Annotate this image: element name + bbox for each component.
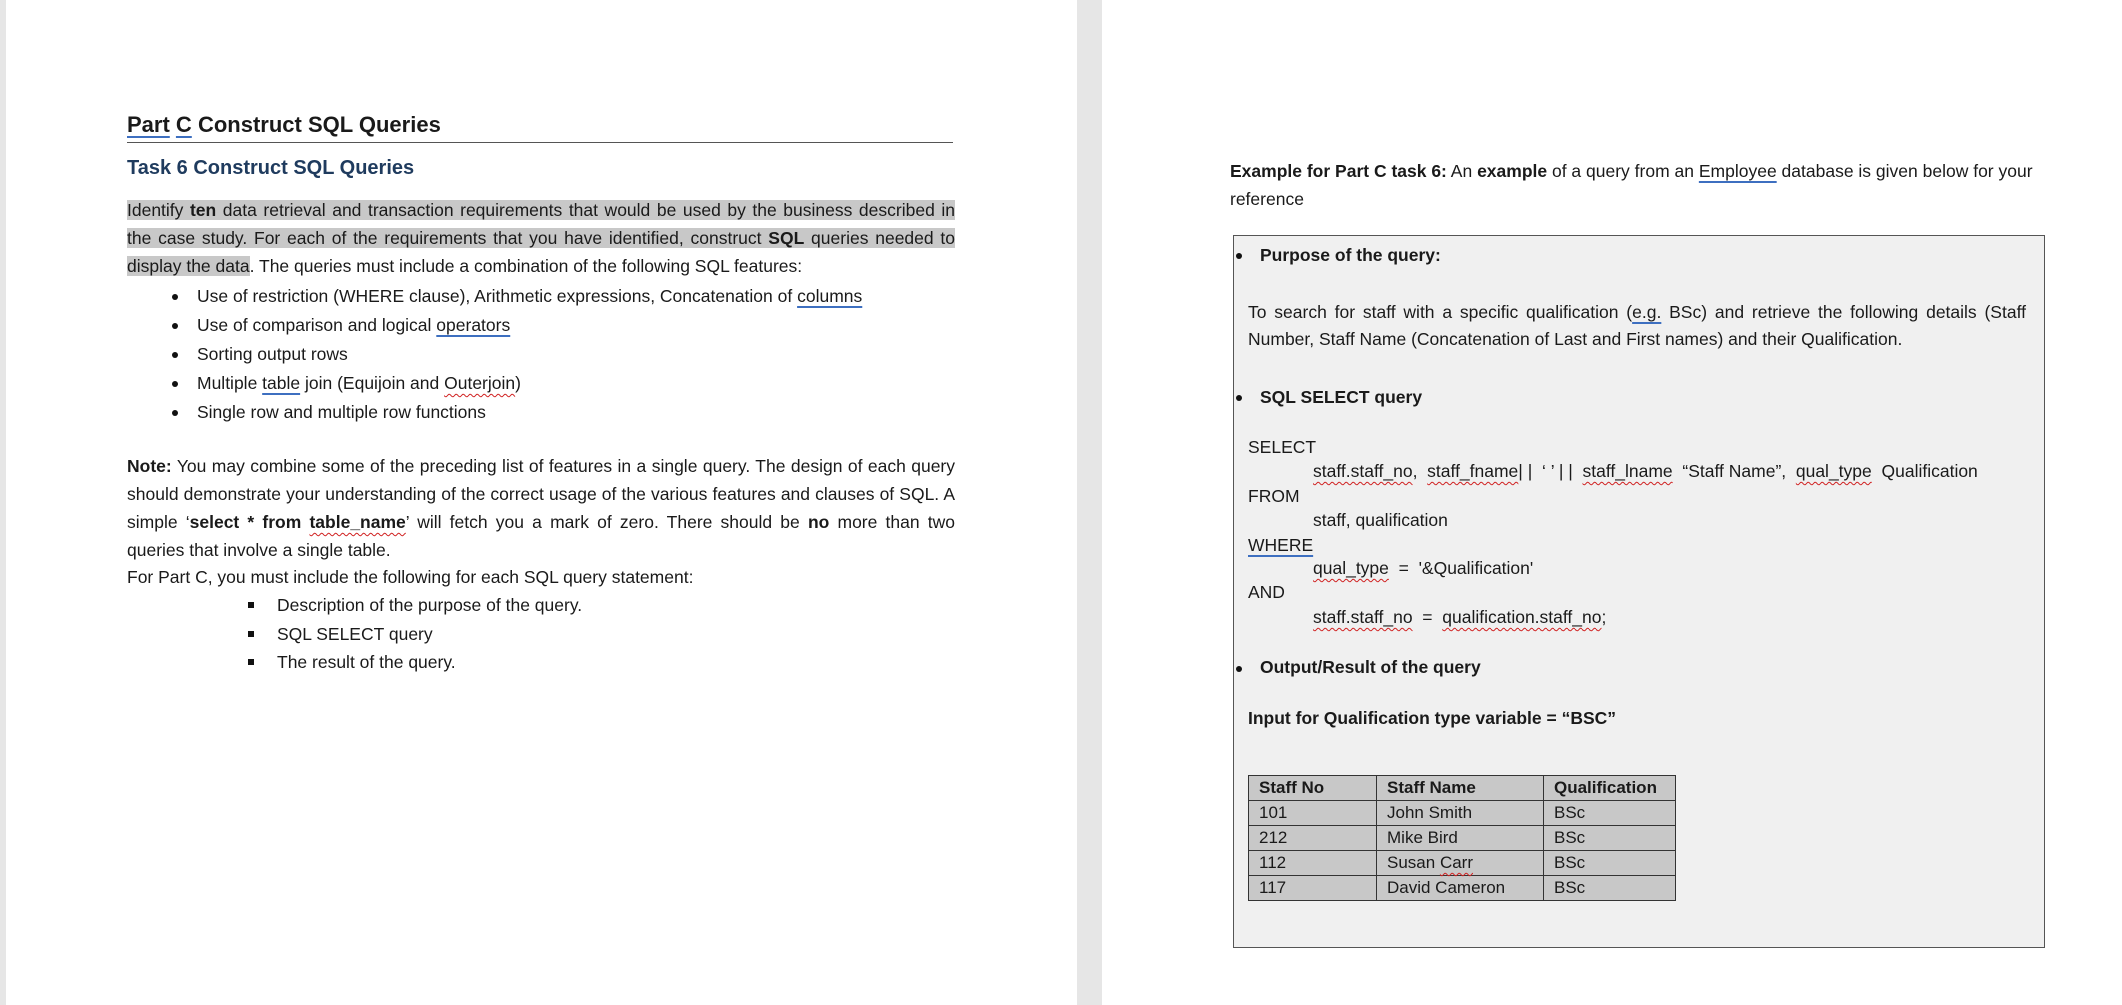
sql-join-condition: staff.staff_no = qualification.staff_no; <box>1313 607 1607 627</box>
list-item: Use of restriction (WHERE clause), Arithmetic expressions, Concatenation of columns <box>197 282 862 311</box>
example-intro: Example for Part C task 6: An example of a query from an Employee database is given below for your reference <box>1230 161 2033 209</box>
sql-keyword-and: AND <box>1248 582 1285 602</box>
sql-keyword-select: SELECT <box>1248 437 1317 457</box>
purpose-heading: Purpose of the query: <box>1260 245 1441 265</box>
requirements-paragraph: Identify ten data retrieval and transaction requirements that would be used by the business described in the case study. For each of the requirements that you have identified, construct SQL queries needed to display the data. The queries must include a combination of the following SQL features: <box>127 200 955 276</box>
list-item: Description of the purpose of the query. <box>277 591 582 620</box>
bullet-icon <box>1236 395 1242 401</box>
sql-keyword-from: FROM <box>1248 486 1300 506</box>
list-item: Multiple table join (Equijoin and Outerjoin) <box>197 369 862 398</box>
sql-where-condition: qual_type = '&Qualification' <box>1313 558 1534 578</box>
list-item: Use of comparison and logical operators <box>197 311 862 340</box>
sql-keyword-where: WHERE <box>1248 535 1314 555</box>
part-title: Part C Construct SQL Queries <box>127 112 953 143</box>
bullet-icon <box>1236 253 1242 259</box>
for-part-c-line: For Part C, you must include the following for each SQL query statement: <box>127 567 694 587</box>
list-item: The result of the query. <box>277 648 582 677</box>
table-row: 117 David Cameron BSc <box>1249 876 1676 901</box>
sql-features-list <box>197 282 862 427</box>
table-row: 101 John Smith BSc <box>1249 801 1676 826</box>
table-row: 212 Mike Bird BSc <box>1249 826 1676 851</box>
required-items-list <box>277 591 582 677</box>
sql-select-columns: staff.staff_no, staff_fname| | ‘ ’ | | staff_lname “Staff Name”, qual_type Qualification <box>1313 461 1978 481</box>
list-item: Single row and multiple row functions <box>197 398 862 427</box>
list-item: SQL SELECT query <box>277 620 582 649</box>
table-header-row: Staff No Staff Name Qualification <box>1249 776 1676 801</box>
purpose-text: To search for staff with a specific qualification (e.g. BSc) and retrieve the following details (Staff Number, Staff Name (Concatenation of Last and First names) and their Qualification. <box>1248 302 2026 349</box>
output-heading: Output/Result of the query <box>1260 657 1481 677</box>
table-row: 112 Susan Carr BSc <box>1249 851 1676 876</box>
task-title: Task 6 Construct SQL Queries <box>127 157 415 179</box>
input-line: Input for Qualification type variable = “BSC” <box>1248 708 1617 728</box>
sql-from-tables: staff, qualification <box>1313 510 1448 530</box>
sql-heading: SQL SELECT query <box>1260 387 1423 407</box>
result-table <box>1248 775 1676 901</box>
list-item: Sorting output rows <box>197 340 862 369</box>
bullet-icon <box>1236 666 1242 672</box>
note-paragraph: Note: You may combine some of the preceding list of features in a single query. The design of each query should demonstrate your understanding of the correct usage of the various features and clauses of SQL. A simple ‘select * from table_name’ will fetch you a mark of zero. There should be no more than two queries that involve a single table. <box>127 456 956 560</box>
